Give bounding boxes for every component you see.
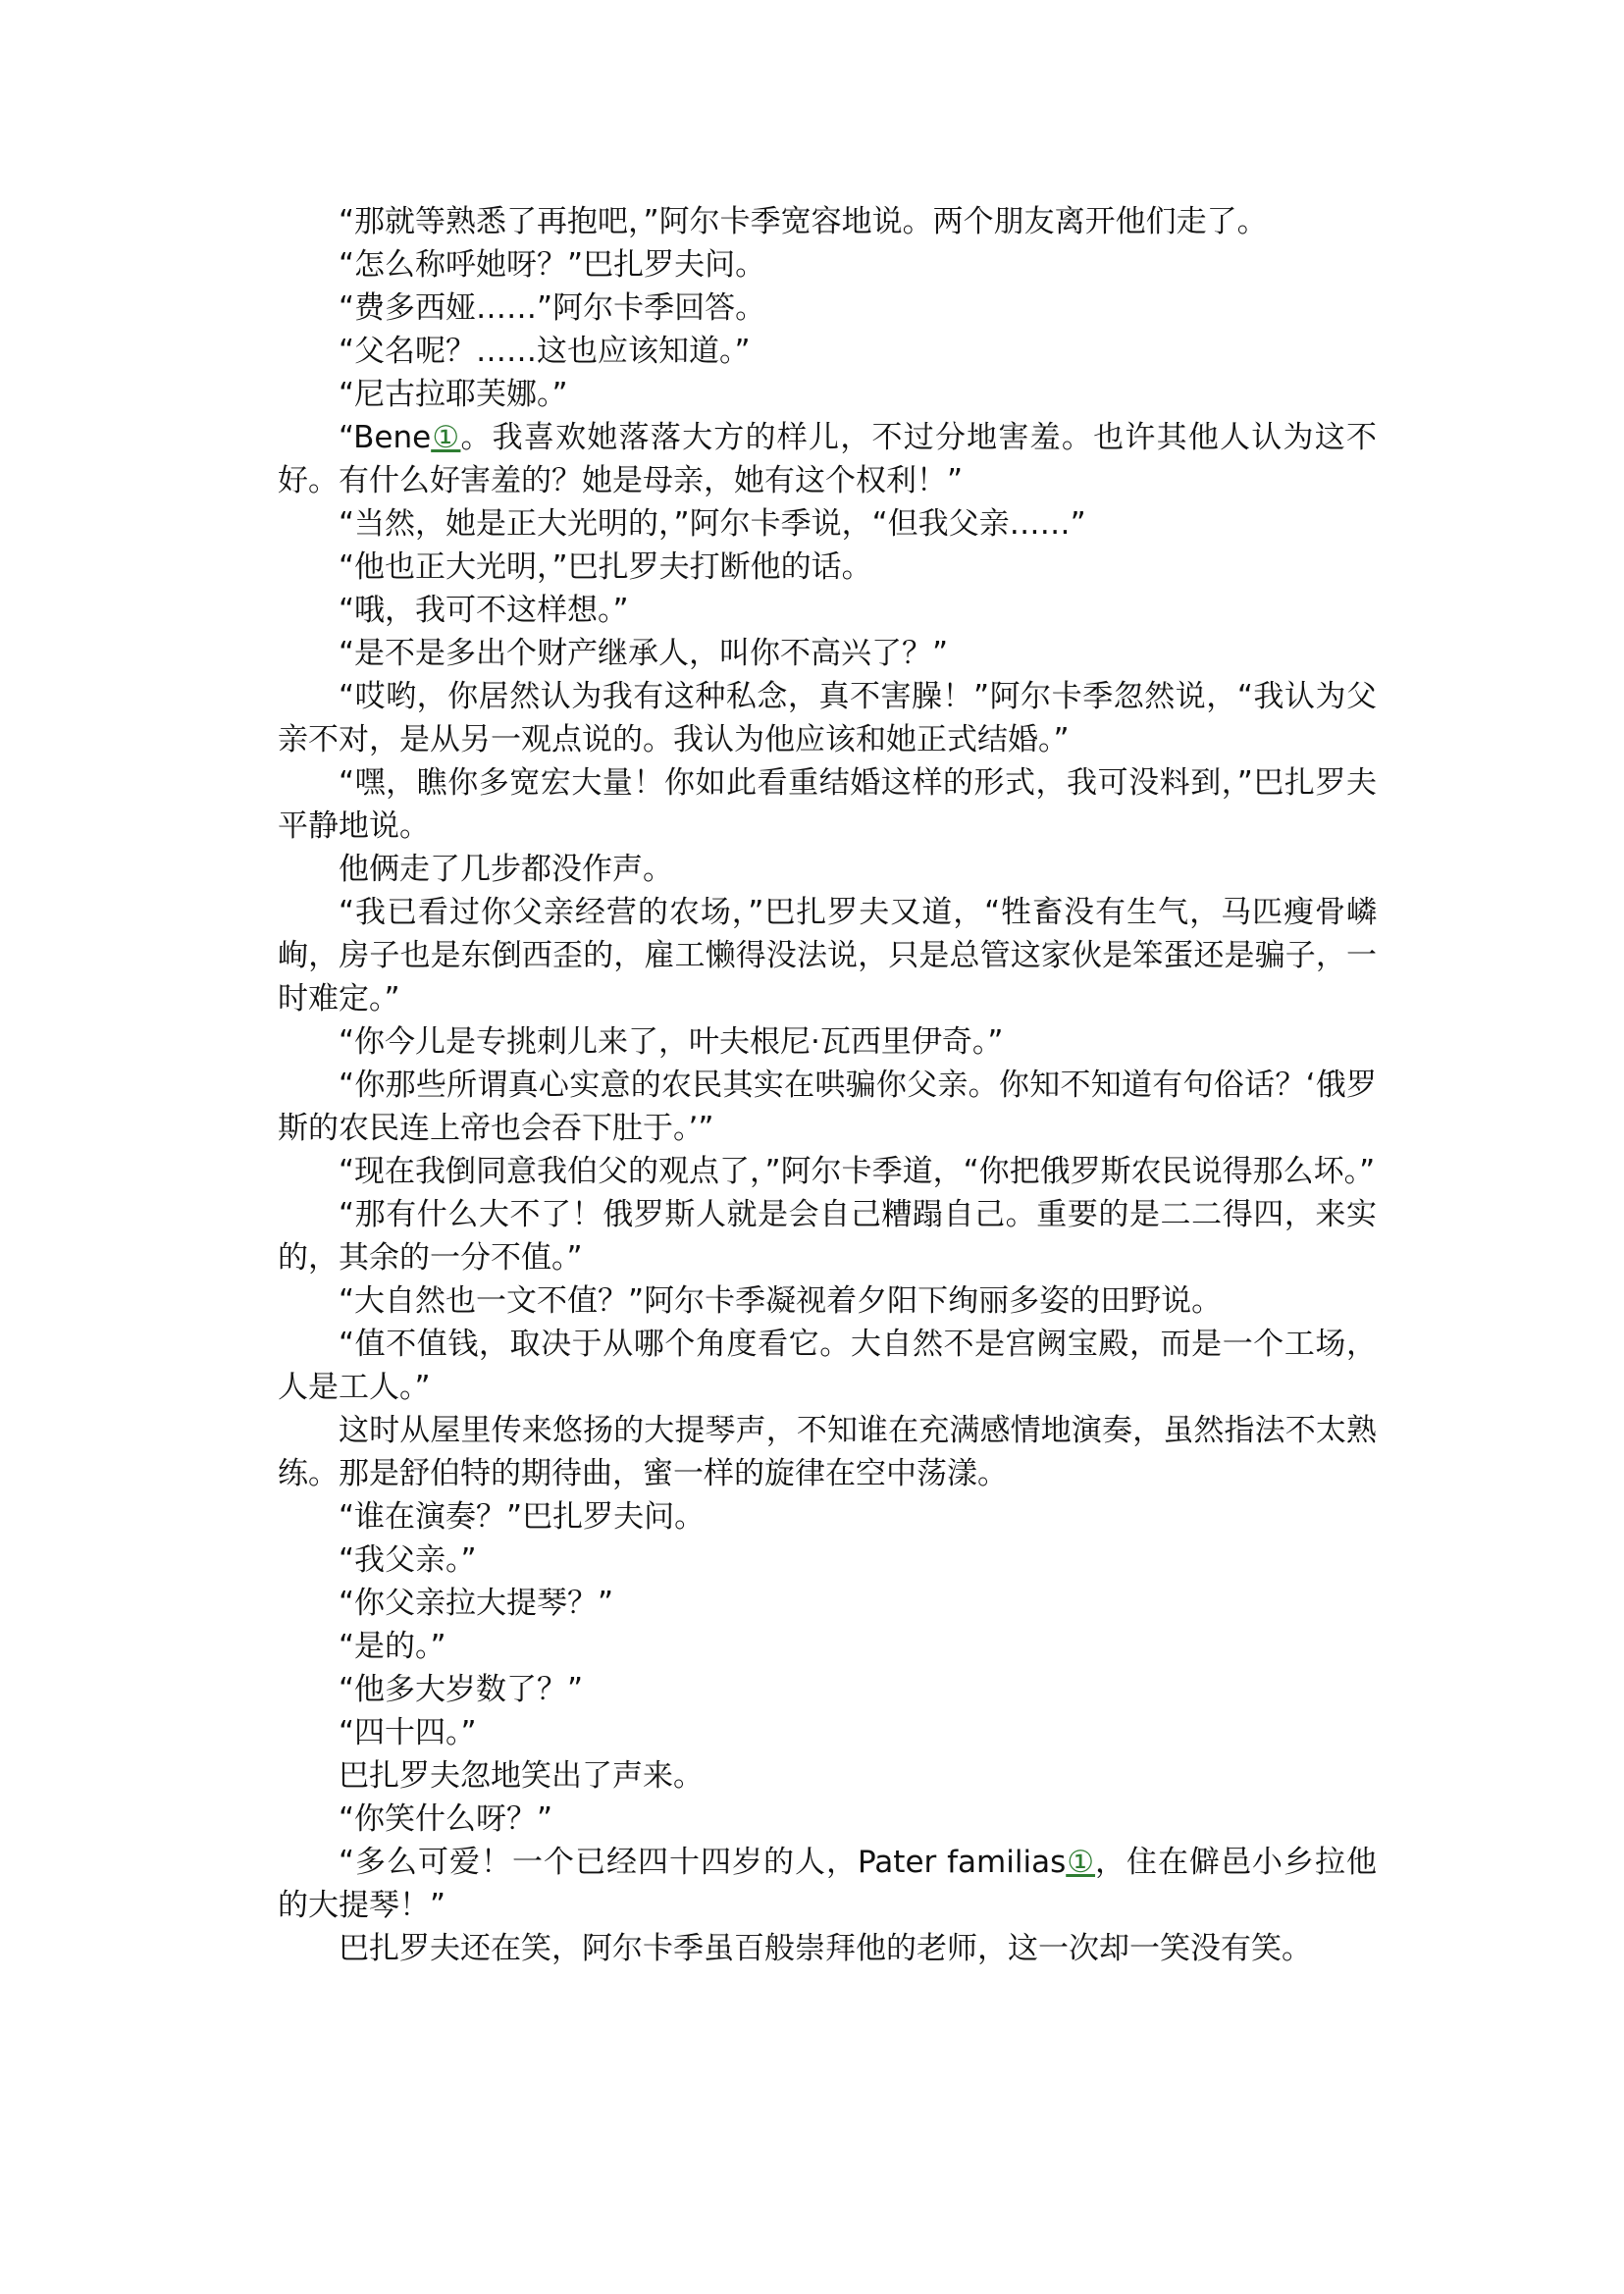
paragraph-text: “那有什么大不了！俄罗斯人就是会自己糟蹋自己。重要的是二二得四，来实的，其余的一分不值。” xyxy=(278,1197,1377,1276)
paragraph xyxy=(278,373,1377,416)
paragraph-text: “你父亲拉大提琴？” xyxy=(339,1586,614,1621)
paragraph xyxy=(278,1150,1377,1193)
paragraph-text: “我已看过你父亲经营的农场，”巴扎罗夫又道，“牲畜没有生气，马匹瘦骨嶙峋，房子也是东倒西歪的，雇工懒得没法说，只是总管这家伙是笨蛋还是骗子，一时难定。” xyxy=(278,895,1377,1017)
paragraph-text: “是不是多出个财产继承人，叫你不高兴了？” xyxy=(339,636,949,671)
paragraph-text: “怎么称呼她呀？”巴扎罗夫问。 xyxy=(339,247,766,283)
paragraph xyxy=(278,675,1377,761)
paragraph xyxy=(278,1625,1377,1668)
paragraph-text: “费多西娅……”阿尔卡季回答。 xyxy=(339,290,766,326)
paragraph-text: 这时从屋里传来悠扬的大提琴声，不知谁在充满感情地演奏，虽然指法不太熟练。那是舒伯特的期待曲，蜜一样的旋律在空中荡漾。 xyxy=(278,1413,1377,1491)
paragraph-text: “四十四。” xyxy=(339,1715,477,1750)
paragraph xyxy=(278,891,1377,1020)
paragraph-text: “大自然也一文不值？”阿尔卡季凝视着夕阳下绚丽多姿的田野说。 xyxy=(339,1283,1223,1319)
paragraph xyxy=(278,1711,1377,1754)
paragraph xyxy=(278,589,1377,632)
paragraph-text: “Bene xyxy=(339,420,432,455)
paragraph xyxy=(278,330,1377,373)
paragraph-text: “现在我倒同意我伯父的观点了，”阿尔卡季道，“你把俄罗斯农民说得那么坏。” xyxy=(339,1154,1376,1189)
paragraph xyxy=(278,1323,1377,1409)
paragraph-text: “他多大岁数了？” xyxy=(339,1672,584,1707)
paragraph-text: 巴扎罗夫忽地笑出了声来。 xyxy=(339,1758,704,1794)
paragraph xyxy=(278,1798,1377,1841)
paragraph xyxy=(278,848,1377,891)
paragraph xyxy=(278,1927,1377,1970)
paragraph-text: “多么可爱！一个已经四十四岁的人，Pater familias xyxy=(339,1845,1067,1880)
paragraph xyxy=(278,1582,1377,1625)
paragraph-text: “哦，我可不这样想。” xyxy=(339,593,629,628)
paragraph xyxy=(278,1495,1377,1538)
paragraph xyxy=(278,1538,1377,1582)
paragraph xyxy=(278,1279,1377,1323)
paragraph-text: 。我喜欢她落落大方的样儿，不过分地害羞。也许其他人认为这不好。有什么好害羞的？她是母亲，她有这个权利！” xyxy=(278,420,1377,498)
paragraph xyxy=(278,1668,1377,1711)
paragraph-text: “哎哟，你居然认为我有这种私念，真不害臊！”阿尔卡季忽然说，“我认为父亲不对，是从另一观点说的。我认为他应该和她正式结婚。” xyxy=(278,679,1377,757)
paragraph-text: “你今儿是专挑刺儿来了，叶夫根尼·瓦西里伊奇。” xyxy=(339,1024,1004,1060)
body-text xyxy=(278,200,1377,1970)
paragraph-text: “谁在演奏？”巴扎罗夫问。 xyxy=(339,1499,706,1535)
paragraph-text: “嘿，瞧你多宽宏大量！你如此看重结婚这样的形式，我可没料到，”巴扎罗夫平静地说。 xyxy=(278,765,1377,844)
paragraph xyxy=(278,1409,1377,1495)
paragraph xyxy=(278,200,1377,243)
paragraph xyxy=(278,502,1377,546)
paragraph-text: ，住在僻邑小乡拉他的大提琴！” xyxy=(278,1845,1378,1923)
paragraph xyxy=(278,287,1377,330)
paragraph xyxy=(278,546,1377,589)
paragraph xyxy=(278,761,1377,848)
paragraph xyxy=(278,1841,1377,1927)
paragraph-text: “父名呢？……这也应该知道。” xyxy=(339,334,751,369)
footnote-link[interactable]: ① xyxy=(1066,1845,1096,1880)
paragraph xyxy=(278,1064,1377,1150)
paragraph-text: “我父亲。” xyxy=(339,1542,477,1578)
paragraph-text: “当然，她是正大光明的，”阿尔卡季说，“但我父亲……” xyxy=(339,506,1086,542)
paragraph-text: “那就等熟悉了再抱吧，”阿尔卡季宽容地说。两个朋友离开他们走了。 xyxy=(339,204,1268,239)
paragraph xyxy=(278,632,1377,675)
footnote-link[interactable]: ① xyxy=(431,420,461,455)
paragraph-text: “值不值钱，取决于从哪个角度看它。大自然不是宫阙宝殿，而是一个工场，人是工人。” xyxy=(278,1327,1377,1405)
paragraph-text: 巴扎罗夫还在笑，阿尔卡季虽百般崇拜他的老师，这一次却一笑没有笑。 xyxy=(339,1931,1312,1966)
paragraph xyxy=(278,243,1377,287)
paragraph-text: “他也正大光明，”巴扎罗夫打断他的话。 xyxy=(339,549,872,585)
paragraph-text: “是的。” xyxy=(339,1629,446,1664)
paragraph xyxy=(278,1754,1377,1798)
paragraph xyxy=(278,1193,1377,1279)
paragraph-text: “你那些所谓真心实意的农民其实在哄骗你父亲。你知不知道有句俗话？‘俄罗斯的农民连上帝也会吞下肚于。’” xyxy=(278,1068,1377,1146)
paragraph xyxy=(278,1020,1377,1064)
paragraph-text: “尼古拉耶芙娜。” xyxy=(339,377,568,412)
paragraph xyxy=(278,416,1377,502)
paragraph-text: 他俩走了几步都没作声。 xyxy=(339,852,673,887)
paragraph-text: “你笑什么呀？” xyxy=(339,1801,553,1837)
